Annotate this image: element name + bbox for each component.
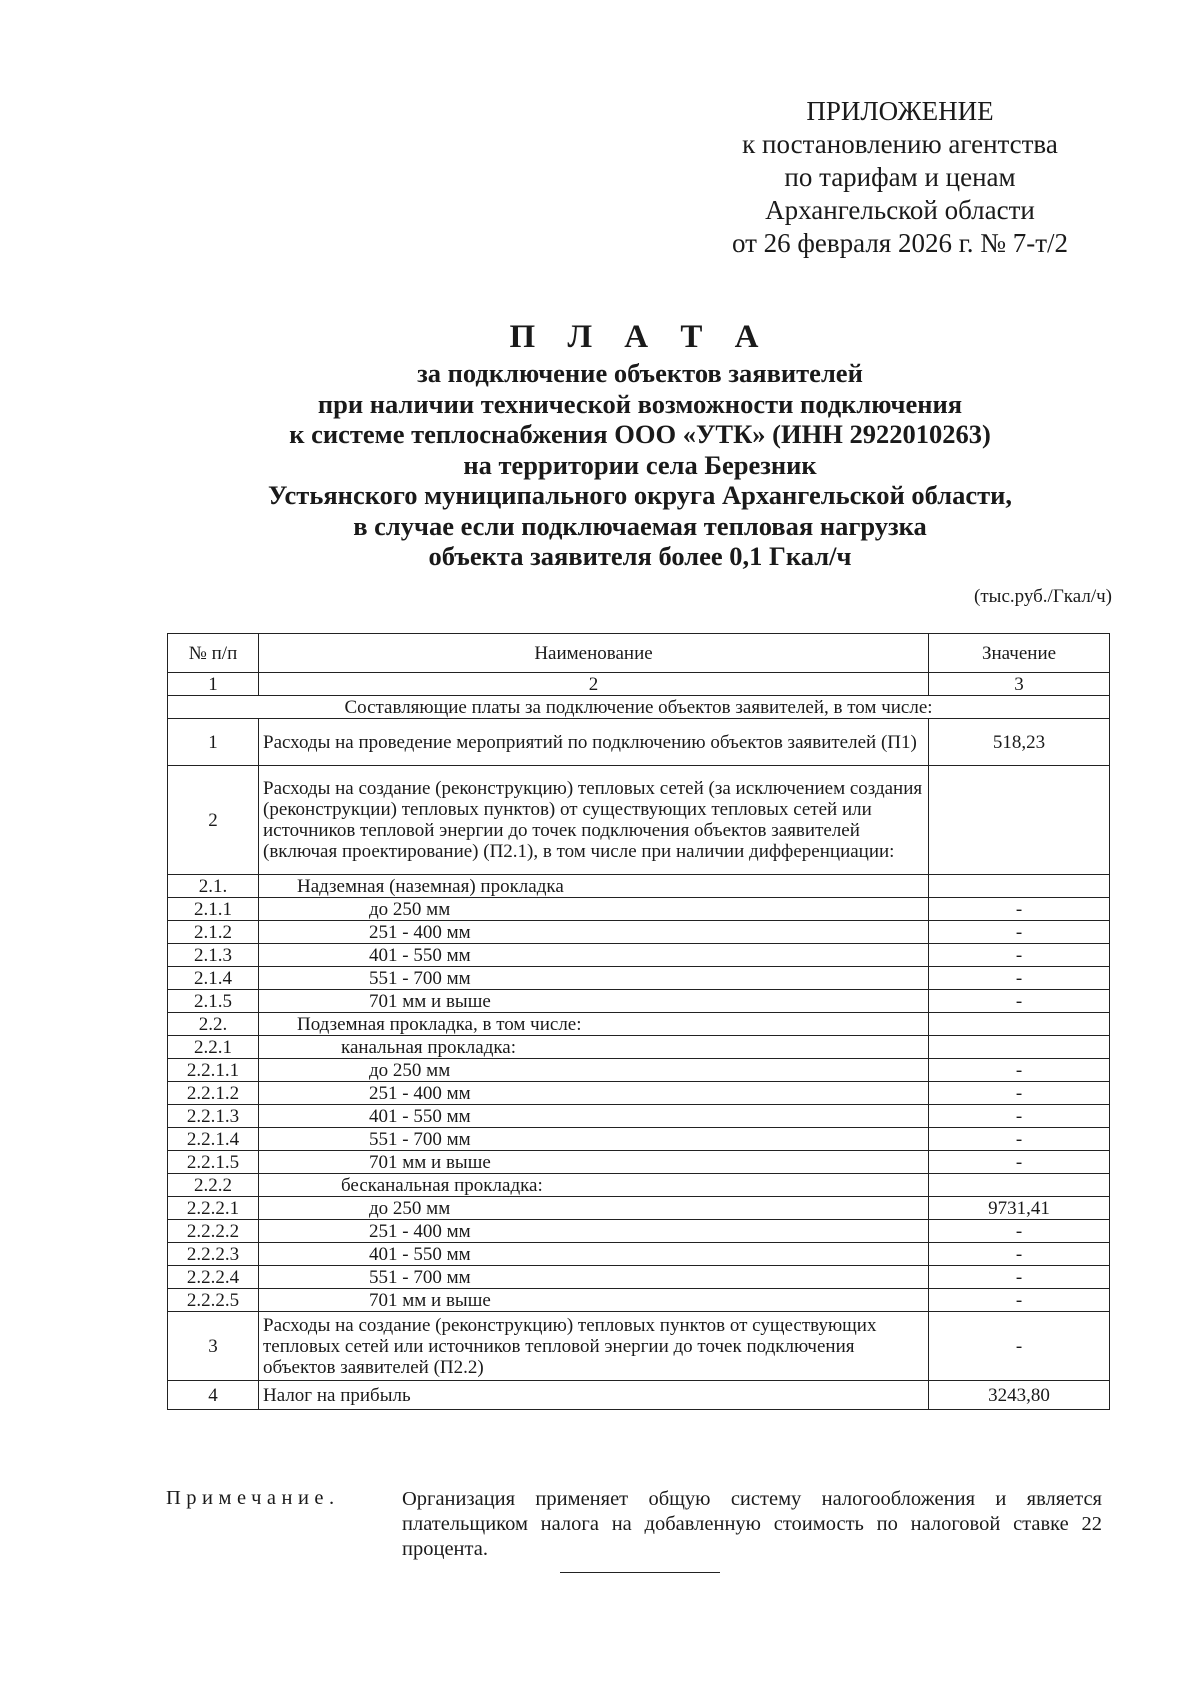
row-value: - (929, 944, 1110, 967)
row-value: - (929, 990, 1110, 1013)
row-name: 401 - 550 мм (259, 944, 929, 967)
row-num: 2.2.1.5 (168, 1151, 259, 1174)
tariff-table (167, 633, 1110, 1410)
table-row (168, 1105, 1110, 1128)
title-line: объекта заявителя более 0,1 Гкал/ч (428, 541, 852, 571)
row-num: 2.1.1 (168, 898, 259, 921)
table-row (168, 1151, 1110, 1174)
row-value: - (929, 1266, 1110, 1289)
row-num: 2.1.4 (168, 967, 259, 990)
row-num: 2 (168, 766, 259, 875)
row-value: - (929, 1243, 1110, 1266)
row-name: 251 - 400 мм (259, 1220, 929, 1243)
header-value: Значение (929, 634, 1110, 673)
header-name: Наименование (259, 634, 929, 673)
row-value: 518,23 (929, 719, 1110, 766)
appendix-block (690, 95, 1110, 260)
row-value (929, 1174, 1110, 1197)
row-value (929, 766, 1110, 875)
row-name: до 250 мм (259, 1059, 929, 1082)
title-line: при наличии технической возможности подключения (317, 388, 963, 419)
section-header: Составляющие платы за подключение объектов заявителей, в том числе: (168, 696, 1110, 719)
row-name: 401 - 550 мм (259, 1243, 929, 1266)
col-number: 3 (929, 673, 1110, 696)
row-name: 551 - 700 мм (259, 967, 929, 990)
table-row (168, 967, 1110, 990)
row-name: канальная прокладка: (259, 1036, 929, 1059)
table-header-row (168, 634, 1110, 673)
row-name: 401 - 550 мм (259, 1105, 929, 1128)
row-value (929, 1036, 1110, 1059)
table-row (168, 944, 1110, 967)
header-num: № п/п (168, 634, 259, 673)
appendix-line: ПРИЛОЖЕНИЕ (806, 96, 994, 126)
row-num: 2.2.2.4 (168, 1266, 259, 1289)
row-num: 2.2.2.1 (168, 1197, 259, 1220)
appendix-line: Архангельской области (765, 195, 1035, 225)
table-row (168, 1036, 1110, 1059)
table-row (168, 1013, 1110, 1036)
title-line: на территории села Березник (463, 449, 817, 480)
column-numbers-row (168, 673, 1110, 696)
row-value: - (929, 1128, 1110, 1151)
row-name: 551 - 700 мм (259, 1128, 929, 1151)
row-name: 701 мм и выше (259, 990, 929, 1013)
row-name: Надземная (наземная) прокладка (259, 875, 929, 898)
row-name: до 250 мм (259, 1197, 929, 1220)
table-row (168, 766, 1110, 875)
appendix-line: к постановлению агентства (742, 129, 1058, 159)
table-row (168, 1243, 1110, 1266)
note-text: Организация применяет общую систему налогообложения и является плательщиком налога на добавленную стоимость по налоговой ставке 22 процента. (402, 1488, 1102, 1560)
table-row (168, 990, 1110, 1013)
table-row (168, 921, 1110, 944)
row-num: 2.1.3 (168, 944, 259, 967)
table-row (168, 1289, 1110, 1312)
title-line: к системе теплоснабжения ООО «УТК» (ИНН 2922010263) (289, 419, 991, 449)
row-name: 251 - 400 мм (259, 1082, 929, 1105)
row-name: 251 - 400 мм (259, 921, 929, 944)
row-value: - (929, 1105, 1110, 1128)
row-num: 2.2.2.2 (168, 1220, 259, 1243)
units-label: (тыс.руб./Гкал/ч) (974, 586, 1112, 607)
title-line: в случае если подключаемая тепловая нагрузка (353, 510, 927, 541)
row-name: Подземная прокладка, в том числе: (259, 1013, 929, 1036)
row-num: 2.2.1.1 (168, 1059, 259, 1082)
row-value: 9731,41 (929, 1197, 1110, 1220)
row-name: бесканальная прокладка: (259, 1174, 929, 1197)
appendix-line: от 26 февраля 2026 г. № 7-т/2 (731, 228, 1069, 258)
row-num: 2.2.1.4 (168, 1128, 259, 1151)
row-name: 551 - 700 мм (259, 1266, 929, 1289)
table-row (168, 1082, 1110, 1105)
row-num: 2.2.2 (168, 1174, 259, 1197)
row-value (929, 1013, 1110, 1036)
table-row (168, 1174, 1110, 1197)
row-name: Расходы на создание (реконструкцию) тепловых сетей (за исключением создания (реконструкции) тепловых пунктов) от существующих тепловых сетей или источников тепловой энергии до точек подключения объектов заявителей (включая проектирование) (П2.1), в том числе при наличии дифференциации: (259, 766, 929, 875)
row-value: - (929, 921, 1110, 944)
row-num: 1 (168, 719, 259, 766)
row-value: - (929, 1220, 1110, 1243)
row-num: 2.2.2.3 (168, 1243, 259, 1266)
row-value: - (929, 898, 1110, 921)
row-value: - (929, 1059, 1110, 1082)
table-row (168, 1197, 1110, 1220)
document-title (120, 318, 1160, 572)
row-num: 2.2.1 (168, 1036, 259, 1059)
row-name: 701 мм и выше (259, 1151, 929, 1174)
row-value (929, 875, 1110, 898)
table-row (168, 1128, 1110, 1151)
section-header-row (168, 696, 1110, 719)
row-num: 2.1.2 (168, 921, 259, 944)
row-num: 4 (168, 1381, 259, 1410)
appendix-line: по тарифам и ценам (784, 162, 1016, 192)
table-row (168, 875, 1110, 898)
row-value: - (929, 1312, 1110, 1381)
row-value: - (929, 1289, 1110, 1312)
table-row (168, 1312, 1110, 1381)
row-value: - (929, 1151, 1110, 1174)
note-label: Примечание. (166, 1487, 340, 1509)
closing-rule (560, 1572, 720, 1573)
row-num: 2.2.1.2 (168, 1082, 259, 1105)
row-name: Налог на прибыль (259, 1381, 929, 1410)
title-main: П Л А Т А (509, 319, 771, 355)
col-number: 1 (168, 673, 259, 696)
row-value: - (929, 967, 1110, 990)
row-num: 2.2.1.3 (168, 1105, 259, 1128)
title-line: за подключение объектов заявителей (417, 358, 863, 388)
table-row (168, 898, 1110, 921)
table-row (168, 1220, 1110, 1243)
table-row (168, 1381, 1110, 1410)
row-value: - (929, 1082, 1110, 1105)
row-name: до 250 мм (259, 898, 929, 921)
table-row (168, 719, 1110, 766)
row-num: 2.1. (168, 875, 259, 898)
row-num: 2.2. (168, 1013, 259, 1036)
row-value: 3243,80 (929, 1381, 1110, 1410)
row-name: Расходы на создание (реконструкцию) тепловых пунктов от существующих тепловых сетей или источников тепловой энергии до точек подключения объектов заявителей (П2.2) (259, 1312, 929, 1381)
table-row (168, 1266, 1110, 1289)
row-num: 2.1.5 (168, 990, 259, 1013)
row-num: 2.2.2.5 (168, 1289, 259, 1312)
row-name: Расходы на проведение мероприятий по подключению объектов заявителей (П1) (259, 719, 929, 766)
col-number: 2 (259, 673, 929, 696)
title-line: Устьянского муниципального округа Архангельской области, (267, 480, 1013, 510)
table-row (168, 1059, 1110, 1082)
row-name: 701 мм и выше (259, 1289, 929, 1312)
row-num: 3 (168, 1312, 259, 1381)
